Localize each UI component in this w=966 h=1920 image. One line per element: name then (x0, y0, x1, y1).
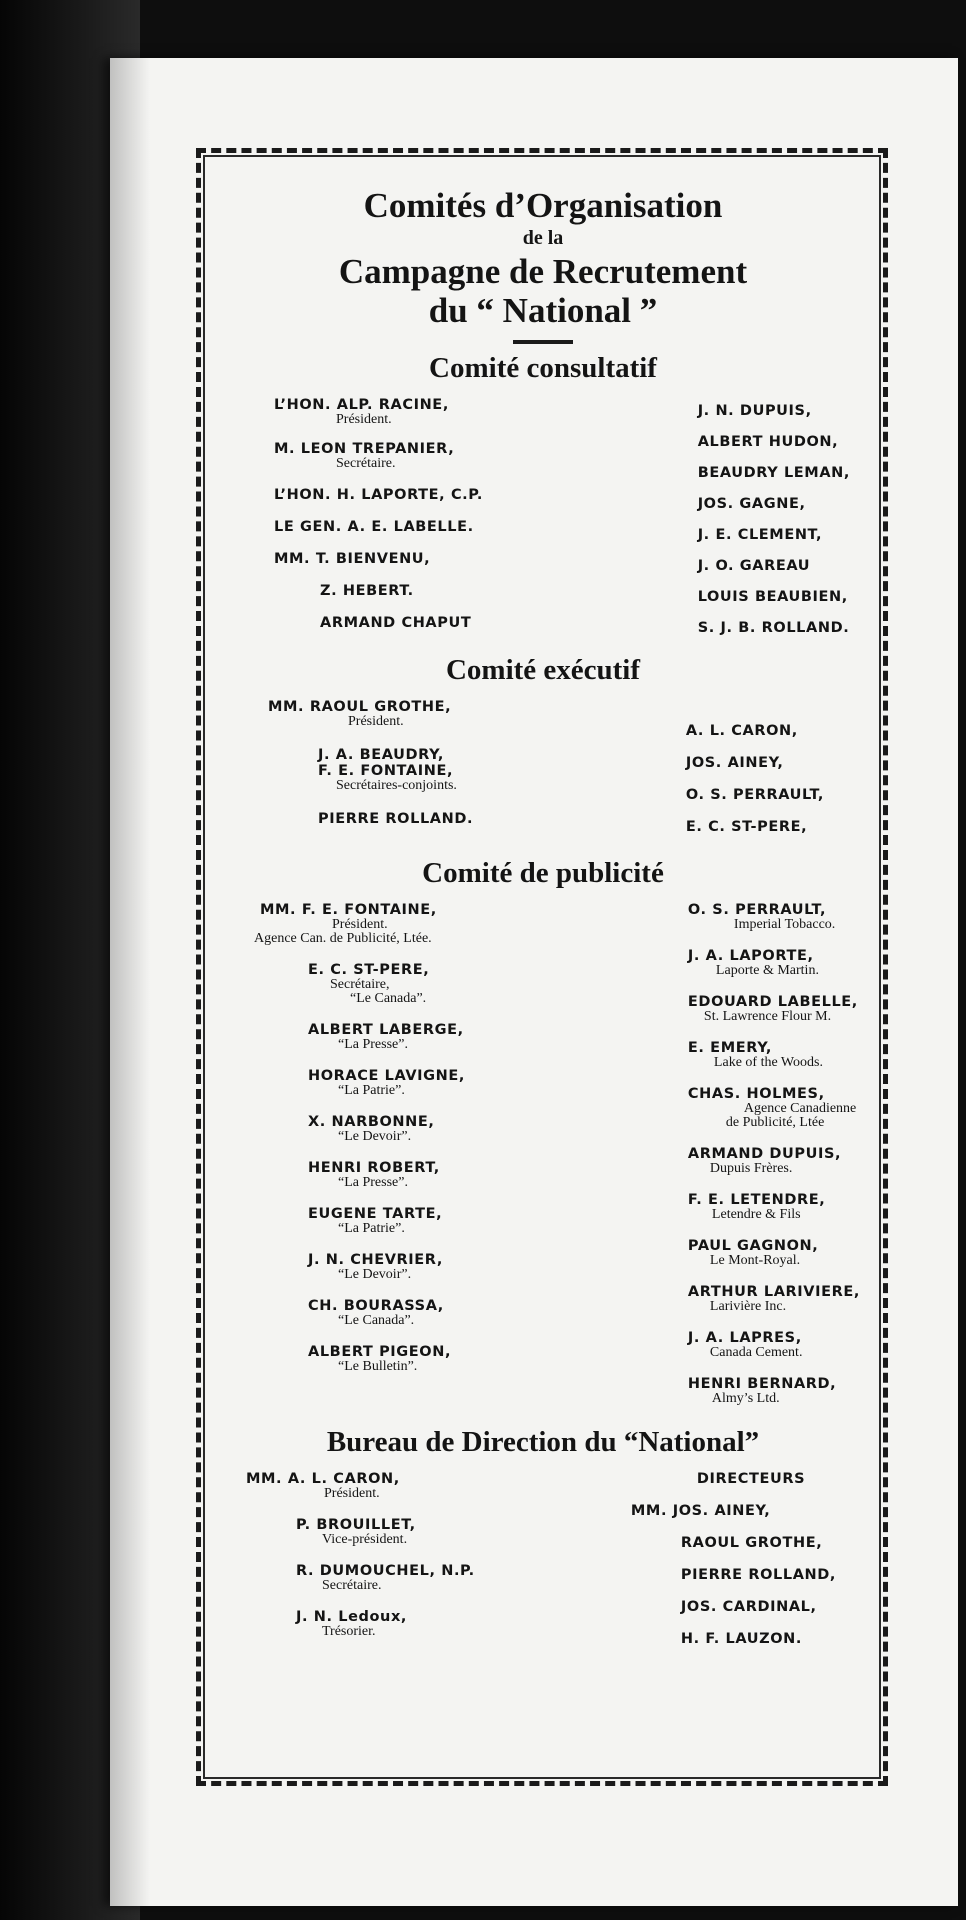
member-name: L’HON. ALP. RACINE, (274, 396, 449, 413)
member-name: H. F. LAUZON. (680, 1630, 803, 1647)
member-name: ARTHUR LARIVIERE, (687, 1283, 860, 1300)
directors-heading: DIRECTEURS (696, 1470, 806, 1487)
member-name: HENRI BERNARD, (687, 1375, 837, 1392)
member-entry (688, 1146, 860, 1176)
member-name: R. DUMOUCHEL, N.P. (296, 1562, 475, 1579)
member-affiliation: “Le Canada”. (338, 1312, 415, 1328)
member-affiliation: Lake of the Woods. (713, 1054, 823, 1070)
member-role: Secrétaire. (322, 1577, 382, 1593)
publicite-right (688, 902, 860, 1406)
member-role: Président. (324, 1485, 380, 1501)
member-name: PIERRE ROLLAND, (680, 1566, 836, 1583)
member-name: MM. RAOUL GROTHE, (268, 698, 452, 715)
member-name: HORACE LAVIGNE, (308, 1067, 465, 1084)
member-entry (688, 1086, 860, 1130)
member-name: JOS. CARDINAL, (680, 1598, 817, 1615)
heading-line-4: du “ National ” (428, 290, 658, 330)
member-name: J. N. Ledoux, (296, 1608, 408, 1625)
member-affiliation: Imperial Tobacco. (733, 916, 836, 932)
bureau-columns (210, 1471, 876, 1647)
main-heading (210, 186, 876, 330)
member-name: MM. A. L. CARON, (246, 1470, 400, 1487)
paper-shadow (110, 58, 150, 1906)
member-entry (260, 1344, 451, 1374)
member-entry (246, 1563, 475, 1593)
member-name: RAOUL GROTHE, (680, 1534, 823, 1551)
member-affiliation: Letendre & Fils (711, 1206, 801, 1222)
member-name: J. N. CHEVRIER, (308, 1251, 443, 1268)
member-entry (688, 1330, 860, 1360)
member-entry (688, 1040, 860, 1070)
member-entry (260, 1068, 465, 1098)
consultatif-left (274, 397, 483, 636)
member-name: J. A. BEAUDRY, (318, 746, 444, 763)
executif-columns (210, 699, 876, 835)
member-affiliation: St. Lawrence Flour M. (703, 1008, 832, 1024)
member-role: Trésorier. (322, 1623, 376, 1639)
document-content (210, 186, 876, 1647)
heading-line-2: de la (522, 227, 564, 250)
member-affiliation: “La Patrie”. (338, 1082, 405, 1098)
member-name: S. J. B. ROLLAND. (697, 619, 850, 636)
member-affiliation: Le Mont-Royal. (709, 1252, 801, 1268)
member-entry (260, 1252, 443, 1282)
executif-left (268, 699, 473, 835)
member-entry (260, 1298, 444, 1328)
consultatif-right (698, 397, 850, 636)
member-name: LOUIS BEAUBIEN, (697, 588, 848, 605)
member-role: Président. (332, 916, 388, 932)
member-entry (246, 1517, 475, 1547)
member-name: J. A. LAPRES, (687, 1329, 802, 1346)
bureau-right (631, 1471, 836, 1647)
member-name: E. C. ST-PERE, (308, 961, 430, 978)
member-entry (260, 1206, 442, 1236)
member-affiliation: Dupuis Frères. (709, 1160, 793, 1176)
member-affiliation: Agence Canadienne (743, 1100, 857, 1116)
member-entry (260, 1022, 464, 1052)
member-name: HENRI ROBERT, (308, 1159, 440, 1176)
member-name: Z. HEBERT. (320, 582, 414, 599)
member-affiliation: Canada Cement. (709, 1344, 803, 1360)
member-name: PIERRE ROLLAND. (318, 810, 474, 827)
member-name: EUGENE TARTE, (308, 1205, 443, 1222)
member-name: ARMAND CHAPUT (320, 614, 472, 631)
member-entry (260, 1114, 435, 1144)
member-affiliation: “La Patrie”. (338, 1220, 405, 1236)
member-entry (274, 441, 483, 471)
member-entry (246, 1471, 475, 1501)
member-entry (688, 902, 860, 932)
member-entry (260, 962, 429, 1006)
heading-line-1: Comités d’Organisation (363, 186, 723, 225)
member-entry (688, 1238, 860, 1268)
member-affiliation: Almy’s Ltd. (711, 1390, 780, 1406)
member-name: X. NARBONNE, (308, 1113, 435, 1130)
member-entry (688, 994, 860, 1024)
member-name: F. E. FONTAINE, (318, 762, 454, 779)
member-name: ARMAND DUPUIS, (687, 1145, 842, 1162)
member-affiliation-2: de Publicité, Ltée (725, 1114, 825, 1130)
member-name: CH. BOURASSA, (308, 1297, 444, 1314)
heading-line-3: Campagne de Recrutement (338, 251, 748, 291)
section-title-bureau: Bureau de Direction du “National” (326, 1425, 760, 1458)
executif-right (686, 699, 824, 835)
member-name: A. L. CARON, (685, 722, 798, 739)
member-name: E. EMERY, (687, 1039, 773, 1056)
member-entry (688, 1192, 860, 1222)
member-affiliation: “Le Bulletin”. (338, 1358, 418, 1374)
member-name: J. E. CLEMENT, (697, 526, 823, 543)
section-title-publicite: Comité de publicité (422, 856, 664, 889)
section-title-executif: Comité exécutif (445, 653, 641, 686)
member-role: Secrétaire, (330, 976, 390, 992)
member-name: CHAS. HOLMES, (687, 1085, 825, 1102)
publicite-columns (210, 902, 876, 1406)
member-affiliation: Agence Can. de Publicité, Ltée. (254, 930, 432, 946)
member-name: MM. T. BIENVENU, (274, 550, 431, 567)
member-name: L’HON. H. LAPORTE, C.P. (274, 486, 483, 503)
member-affiliation: “Le Devoir”. (338, 1266, 412, 1282)
member-name: J. A. LAPORTE, (687, 947, 814, 964)
bureau-left (246, 1471, 475, 1647)
heading-rule (513, 340, 573, 344)
member-name: E. C. ST-PERE, (685, 818, 808, 835)
member-affiliation: “La Presse”. (338, 1036, 408, 1052)
member-name: LE GEN. A. E. LABELLE. (274, 518, 474, 535)
consultatif-columns (210, 397, 876, 636)
member-name: ALBERT LABERGE, (308, 1021, 464, 1038)
member-affiliation: Laporte & Martin. (715, 962, 819, 978)
member-affiliation: “Le Canada”. (350, 990, 427, 1006)
member-name: MM. F. E. FONTAINE, (260, 901, 437, 918)
member-entry (260, 1160, 440, 1190)
member-entry (274, 397, 483, 427)
member-name: EDOUARD LABELLE, (687, 993, 858, 1010)
member-name: M. LEON TREPANIER, (274, 440, 455, 457)
member-role: Vice-président. (322, 1531, 408, 1547)
member-name: ALBERT HUDON, (697, 433, 839, 450)
member-role: Président. (336, 411, 392, 427)
member-name: O. S. PERRAULT, (685, 786, 824, 803)
section-title-consultatif: Comité consultatif (429, 351, 657, 384)
member-role: Secrétaire. (336, 455, 396, 471)
member-affiliation: “La Presse”. (338, 1174, 408, 1190)
member-name: J. N. DUPUIS, (697, 402, 812, 419)
member-entry (688, 948, 860, 978)
member-name: JOS. AINEY, (685, 754, 784, 771)
member-entry (254, 901, 437, 946)
publicite-left (254, 901, 465, 1406)
member-name: P. BROUILLET, (296, 1516, 416, 1533)
member-entry (688, 1284, 860, 1314)
member-name: F. E. LETENDRE, (687, 1191, 826, 1208)
member-entry (246, 1609, 475, 1639)
member-entry (268, 699, 473, 729)
member-name: PAUL GAGNON, (687, 1237, 819, 1254)
member-role: Secrétaires-conjoints. (336, 777, 457, 793)
member-name: O. S. PERRAULT, (687, 901, 827, 918)
member-name: JOS. GAGNE, (697, 495, 806, 512)
member-entry (268, 763, 473, 793)
member-name: J. O. GAREAU (697, 557, 811, 574)
member-affiliation: Larivière Inc. (709, 1298, 787, 1314)
member-affiliation: “Le Devoir”. (338, 1128, 412, 1144)
member-name: ALBERT PIGEON, (308, 1343, 452, 1360)
member-entry (688, 1376, 860, 1406)
member-name: MM. JOS. AINEY, (630, 1502, 771, 1519)
member-name: BEAUDRY LEMAN, (697, 464, 850, 481)
member-role: Président. (348, 713, 404, 729)
